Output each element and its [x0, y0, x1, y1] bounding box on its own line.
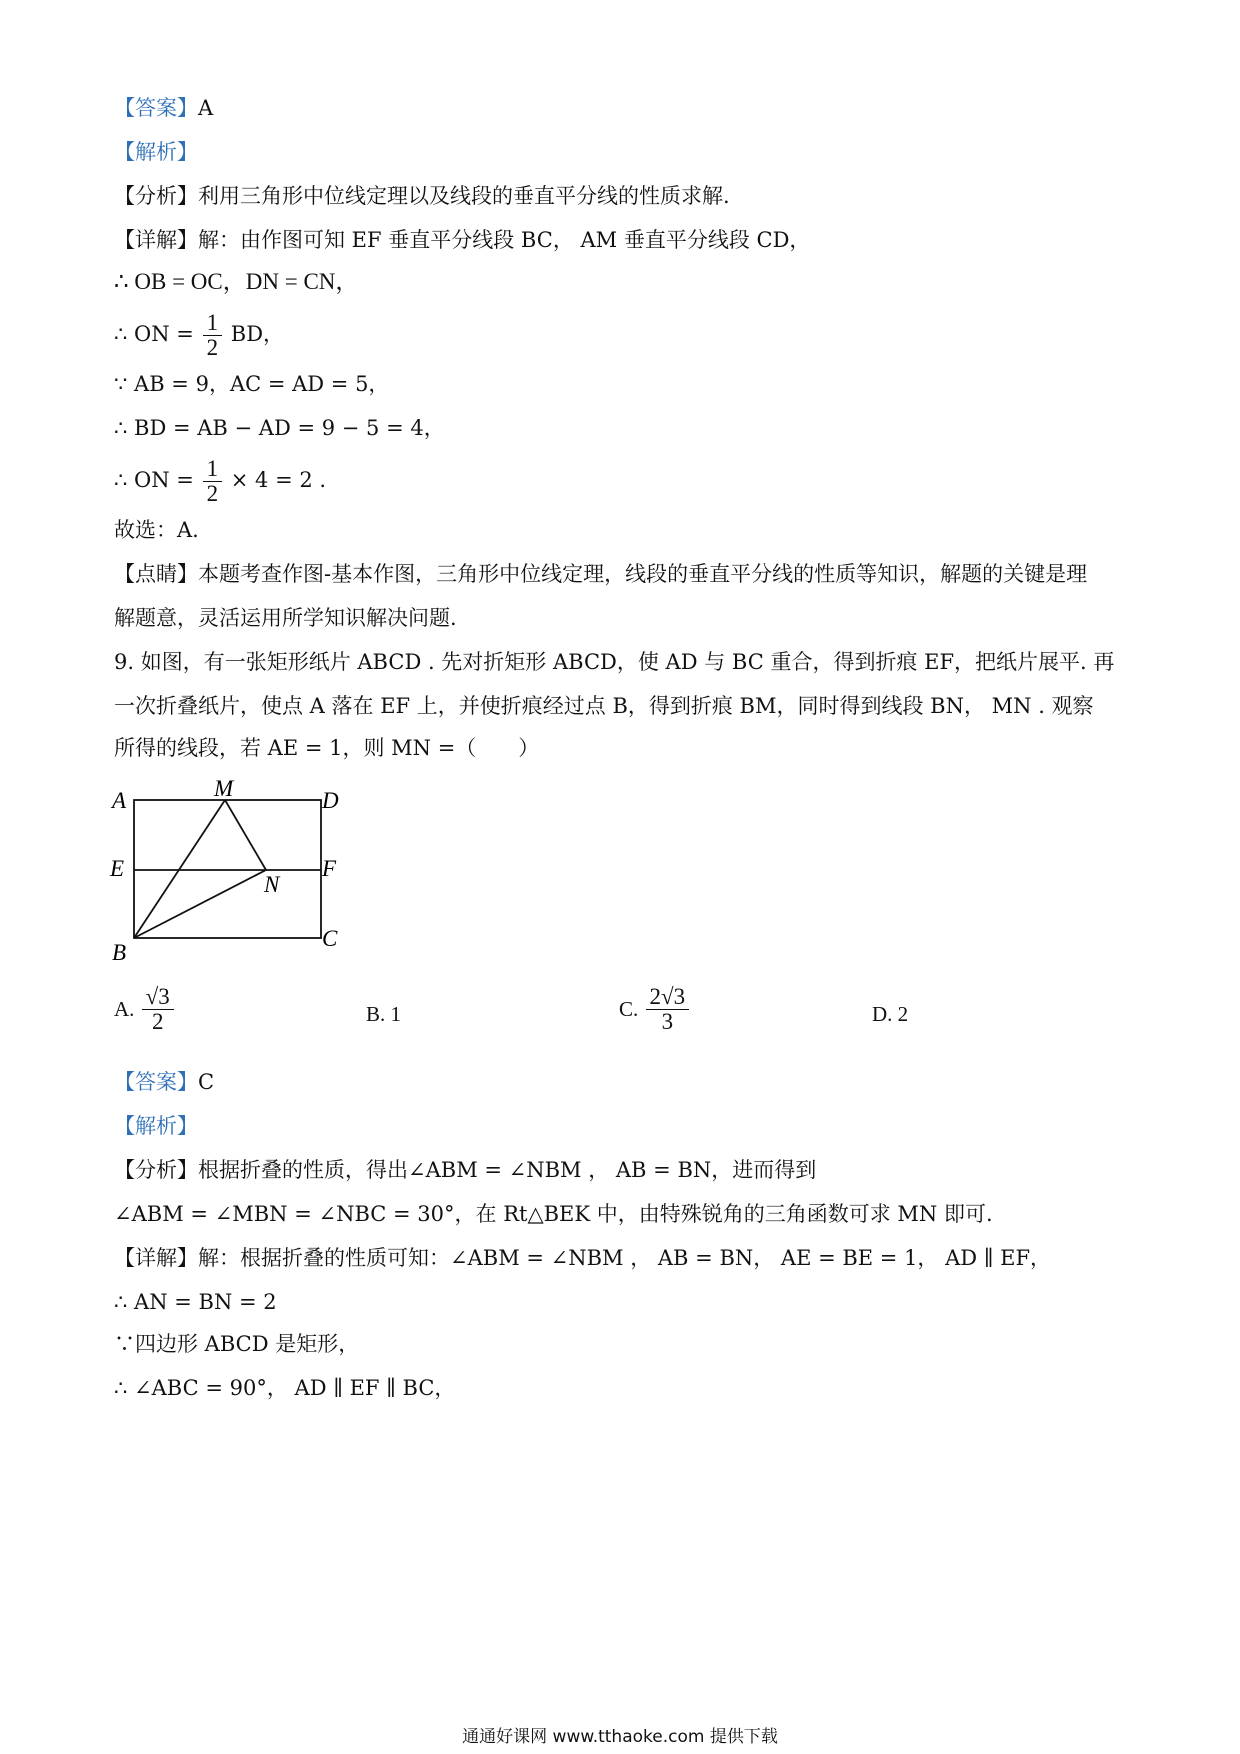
q9-answer-line [114, 1068, 214, 1096]
fenxi-text: 根据折叠的性质，得出∠ABM = ∠NBM ， AB = BN，进而得到 [198, 1158, 817, 1182]
answer-value: C [198, 1070, 215, 1094]
label-m: M [214, 776, 234, 801]
dianjing-text: 本题考查作图-基本作图，三角形中位线定理，线段的垂直平分线的性质等知识，解题的关键是理 [198, 562, 1088, 586]
fenxi-tag: 【分析】 [114, 1158, 198, 1182]
q8-step-5 [114, 450, 326, 510]
option-a[interactable] [114, 985, 176, 1034]
q8-step-3: ∵ AB = 9，AC = AD = 5， [114, 372, 390, 396]
label-b: B [112, 940, 127, 965]
option-a-label: A. [114, 997, 135, 1021]
detail-text: 解：由作图可知 EF 垂直平分线段 BC， AM 垂直平分线段 CD， [198, 228, 811, 252]
q8-answer-line [114, 94, 213, 122]
q8-step-1: ∴ OB = OC，DN = CN， [114, 269, 359, 294]
q9-fenxi-line-2: ∠ABM = ∠MBN = ∠NBC = 30°，在 Rt△BEK 中，由特殊锐角的三角函数可求 MN 即可. [114, 1202, 993, 1226]
answer-value: A [198, 96, 214, 120]
fraction-numerator: 2√3 [646, 985, 690, 1010]
fraction-denominator: 3 [661, 1009, 674, 1034]
analysis-tag: 【解析】 [114, 140, 198, 164]
option-c[interactable] [619, 985, 691, 1034]
detail-tag: 【详解】 [114, 228, 198, 252]
step2-prefix: ∴ ON = [114, 322, 194, 346]
q9-fenxi-line-1 [114, 1156, 816, 1184]
fraction-one-half [203, 457, 223, 506]
q9-stem-line-1: 9. 如图，有一张矩形纸片 ABCD . 先对折矩形 ABCD，使 AD 与 BC 重合，得到折痕 EF，把纸片展平. 再 [114, 650, 1115, 674]
fenxi-text: 利用三角形中位线定理以及线段的垂直平分线的性质求解. [198, 184, 730, 208]
fraction-one-half [203, 311, 223, 360]
option-b-label: B. [366, 1002, 386, 1026]
dianjing-tag: 【点睛】 [114, 562, 198, 586]
q9-step-3: ∴ ∠ABC = 90°， AD ∥ EF ∥ BC， [114, 1376, 456, 1400]
analysis-tag: 【解析】 [114, 1114, 198, 1138]
q9-step-1: ∴ AN = BN = 2 [114, 1290, 277, 1314]
option-d[interactable] [872, 1002, 908, 1027]
option-b[interactable] [366, 1002, 401, 1027]
step5-prefix: ∴ ON = [114, 468, 194, 492]
option-b-value: 1 [390, 1002, 402, 1026]
option-d-value: 2 [897, 1002, 909, 1026]
fraction-numerator: √3 [142, 985, 174, 1010]
option-a-fraction [142, 985, 174, 1034]
fenxi-tag: 【分析】 [114, 184, 198, 208]
label-d: D [322, 788, 339, 813]
q9-analysis-heading [114, 1112, 198, 1140]
option-c-label: C. [619, 997, 639, 1021]
fraction-denominator: 2 [151, 1009, 164, 1034]
segment-bm [134, 800, 225, 938]
step2-suffix: BD， [230, 322, 285, 346]
option-d-label: D. [872, 1002, 893, 1026]
fraction-denominator: 2 [206, 335, 219, 360]
fraction-numerator: 1 [203, 457, 223, 482]
q8-analysis-heading [114, 138, 198, 166]
step5-suffix: × 4 = 2 . [230, 468, 327, 492]
q9-step-2: ∵四边形 ABCD 是矩形， [114, 1332, 360, 1356]
q8-dianjing-line-1 [114, 560, 1087, 588]
q8-step-2 [114, 304, 284, 364]
option-c-fraction [646, 985, 690, 1034]
q8-choose: 故选：A. [114, 518, 199, 542]
q9-figure [96, 774, 339, 974]
detail-tag: 【详解】 [114, 1246, 198, 1270]
segment-bn [134, 870, 266, 938]
segment-mn [225, 800, 266, 870]
fraction-denominator: 2 [206, 481, 219, 506]
label-a: A [112, 788, 127, 813]
page-footer: 通通好课网 www.tthaoke.com 提供下载 [462, 1727, 778, 1747]
q8-detail-line [114, 226, 810, 254]
answer-tag: 【答案】 [114, 1070, 198, 1094]
q9-stem-line-3: 所得的线段，若 AE = 1，则 MN =（ ） [114, 736, 540, 760]
label-e: E [110, 856, 125, 881]
label-n: N [264, 872, 280, 897]
label-f: F [322, 856, 337, 881]
detail-text: 解：根据折叠的性质可知：∠ABM = ∠NBM ， AB = BN， AE = BE = 1， AD ∥ EF， [198, 1246, 1052, 1270]
q8-dianjing-line-2: 解题意，灵活运用所学知识解决问题. [114, 606, 457, 630]
q9-detail-line [114, 1244, 1051, 1272]
q8-step-4: ∴ BD = AB − AD = 9 − 5 = 4， [114, 416, 445, 440]
rectangle-abcd [134, 800, 321, 938]
fraction-numerator: 1 [203, 311, 223, 336]
answer-tag: 【答案】 [114, 96, 198, 120]
q9-stem-line-2: 一次折叠纸片，使点 A 落在 EF 上，并使折痕经过点 B，得到折痕 BM，同时得到线段 BN， MN . 观察 [114, 694, 1094, 718]
label-c: C [322, 926, 338, 951]
q8-fenxi-line [114, 182, 730, 210]
